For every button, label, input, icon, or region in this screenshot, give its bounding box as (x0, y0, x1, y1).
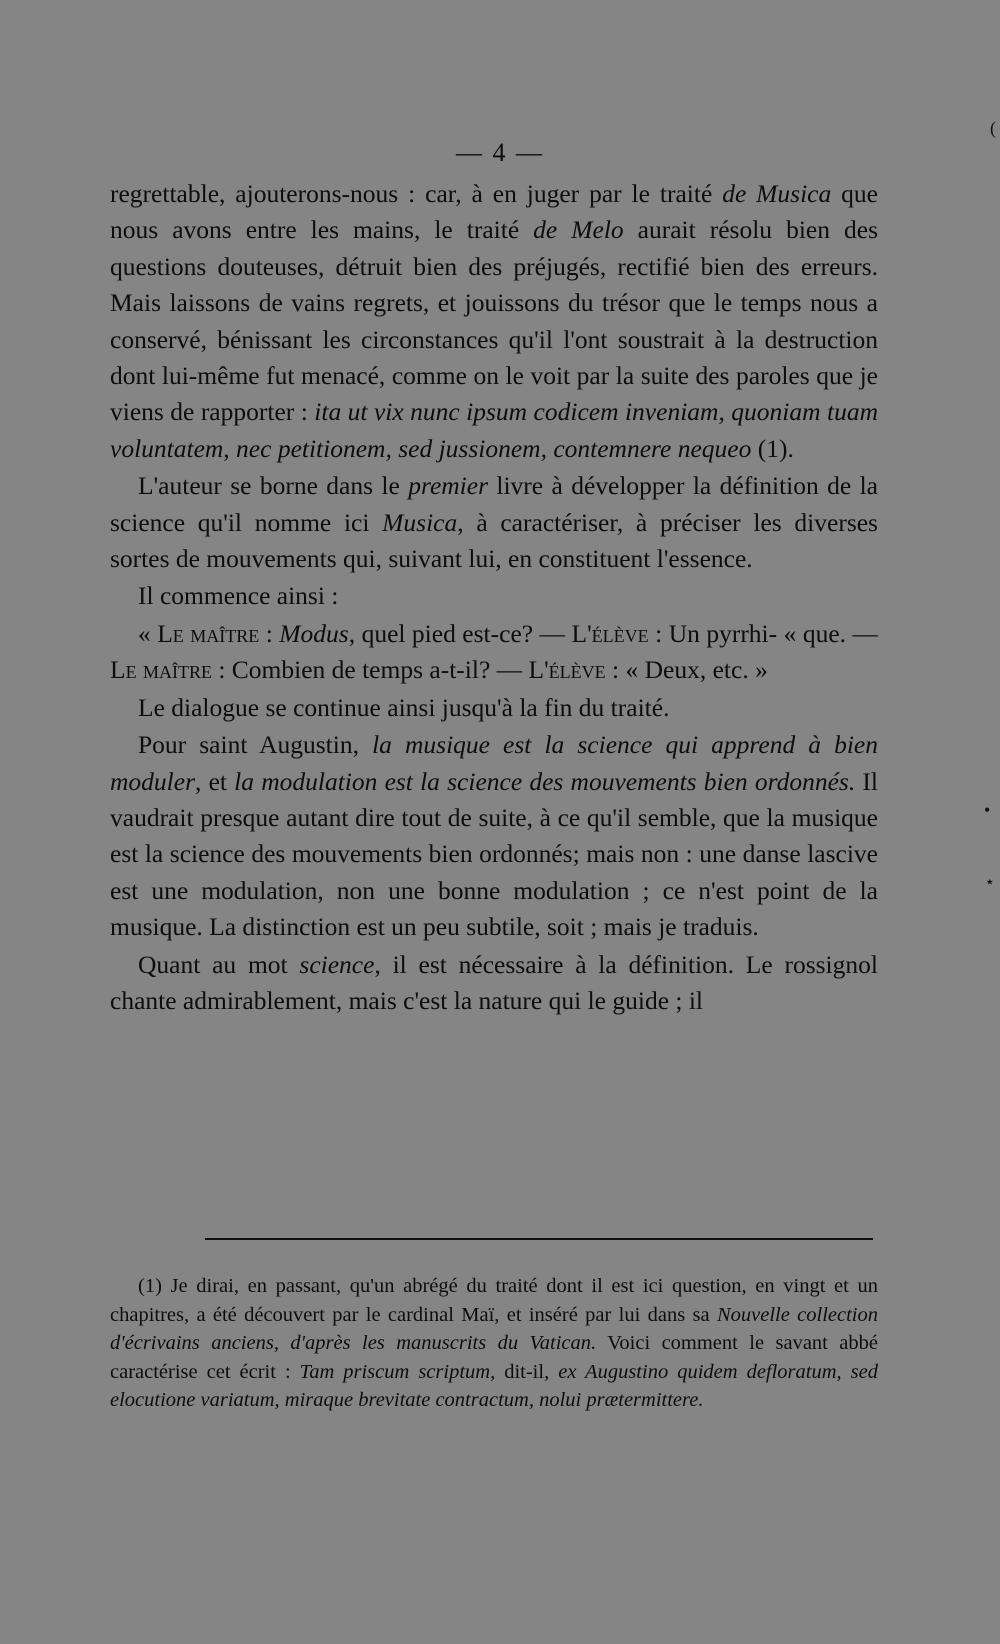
italic-collection-title: Nouvelle collection d'écrivains anciens, d'après les manuscrits du Vatican. (110, 1303, 878, 1355)
text-run: regrettable, ajouterons-nous : car, à en juger par le traité (110, 179, 723, 208)
text-run: « (138, 618, 158, 648)
speaker-eleve: L'élève (571, 618, 649, 648)
text-run: Pour saint Augustin, (138, 730, 373, 760)
speaker-eleve: L'élève (528, 655, 606, 685)
text-run: Il vaudrait presque autant dire tout de suite, à ce qu'il semble, que la musique est la science des mouvements bien ordonnés; mais non : une danse lascive est une modulation, non une bonne modulation ; ce n'est point de la musique. La distinction est un peu subtile, soit ; mais je traduis. (110, 766, 878, 942)
italic-title-de-musica: de Musica (722, 179, 832, 208)
italic-title-de-melo: de Melo (533, 215, 624, 245)
margin-mark-tick: ٭ (986, 875, 994, 890)
text-run: , quel pied est-ce? — (348, 618, 572, 648)
margin-mark-paren: ( (990, 118, 996, 138)
text-run: : (259, 618, 280, 648)
italic-modus: Modus (279, 618, 349, 648)
italic-musica: Musica (382, 507, 458, 537)
margin-mark-dot: • (984, 800, 991, 820)
paragraph-dialogue (110, 616, 878, 689)
text-run: L'auteur se borne dans le (138, 471, 409, 501)
footnote (110, 1272, 878, 1415)
paragraph-7 (110, 947, 878, 1020)
italic-definition-musique: la musique est la science qui apprend à bien moduler (110, 730, 879, 796)
italic-science: science (299, 949, 375, 979)
paragraph-5: Le dialogue se continue ainsi jusqu'à la fin du traité. (138, 692, 670, 722)
page-number: — 4 — (456, 138, 544, 167)
text-run: , il est nécessaire à la définition. Le rossignol chante admirablement, mais c'est la nature qui le guide ; il (110, 949, 878, 1015)
text-run: : « Deux, etc. » (605, 655, 768, 685)
text-run: : Combien de temps a-t-il? — (211, 655, 529, 685)
body-text (110, 176, 878, 1019)
latin-quotation: ita ut vix nunc ipsum codicem inveniam, quoniam tuam voluntatem, nec petitionem, sed jussionem, contemnere nequeo (110, 397, 878, 463)
latin-quotation: Tam priscum scriptum, (299, 1360, 496, 1383)
footnote-1 (110, 1272, 878, 1415)
text-run: livre à développer la définition de la science qu'il nomme ici (110, 471, 878, 537)
text-run: : Un pyrrhi- « que. — (648, 618, 878, 648)
text-run: (1) Je dirai, en passant, qu'un abrégé du traité dont il est ici question, en vingt et un chapitres, a été découvert par le cardinal Maï, et inséré par lui dans sa (110, 1275, 878, 1326)
text-run: Quant au mot (138, 949, 300, 979)
paragraph-2 (110, 468, 878, 577)
text-run: dit-il, (495, 1360, 559, 1383)
italic-premier: premier (408, 471, 489, 501)
paragraph-3: Il commence ainsi : (138, 581, 339, 611)
text-run: , à caractériser, à préciser les diverses sortes de mouvements qui, suivant lui, en constituent l'essence. (110, 507, 878, 574)
footnote-reference: (1). (751, 433, 794, 463)
latin-quotation: ex Augustino quidem defloratum, sed elocutione variatum, miraque brevitate contractum, nolui prætermittere. (110, 1360, 878, 1412)
text-run: Voici comment le savant abbé caractérise cet écrit : (110, 1332, 879, 1383)
text-run: aurait résolu bien des questions douteuses, détruit bien des préjugés, rectifié bien des erreurs. Mais laissons de vains regrets, et jouissons du trésor que le temps nous a conservé, bénissant les circonstances qu'il l'ont soustrait à la destruction dont lui-même fut menacé, comme on le voit par la suite des paroles que je viens de rapporter : (110, 215, 878, 427)
text-run: que nous avons entre les mains, le traité (110, 179, 878, 245)
italic-definition-modulation: la modulation est la science des mouvements bien ordonnés. (234, 766, 856, 796)
paragraph-1 (110, 176, 878, 467)
text-run: , et (195, 766, 235, 796)
footnote-divider (205, 1238, 873, 1240)
speaker-maitre: Le maître (157, 618, 260, 648)
paragraph-6 (110, 727, 878, 945)
speaker-maitre: Le maître (110, 655, 212, 685)
